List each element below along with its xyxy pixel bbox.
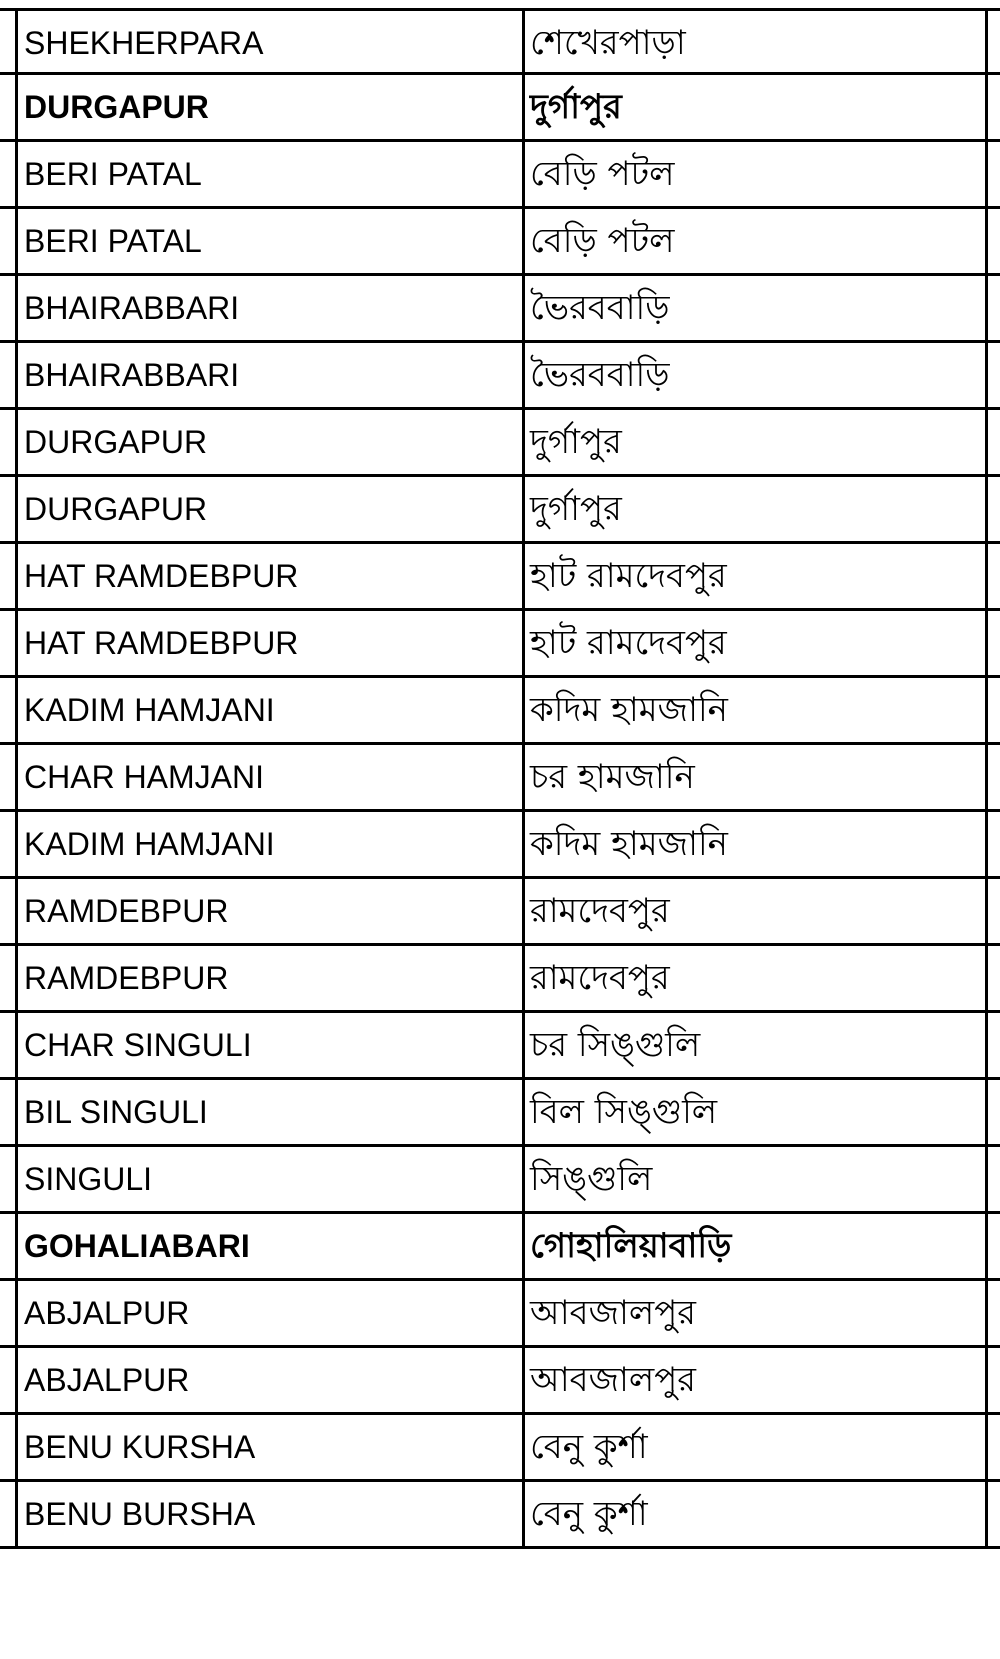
english-name-cell: DURGAPUR	[24, 491, 208, 527]
bengali-name-cell: বেনু কুর্শা	[530, 1427, 648, 1467]
english-name-cell: BENU BURSHA	[24, 1496, 256, 1532]
column-divider-right	[985, 343, 988, 407]
column-divider-left	[15, 1281, 18, 1345]
column-divider-right	[985, 1348, 988, 1412]
bengali-name-cell: চর হামজানি	[530, 757, 695, 797]
bengali-name-cell: রামদেবপুর	[530, 958, 670, 998]
column-divider-right	[985, 946, 988, 1010]
column-divider-right	[985, 879, 988, 943]
english-name-cell: DURGAPUR	[24, 424, 208, 460]
column-divider-right	[985, 611, 988, 675]
column-divider-left	[15, 1080, 18, 1144]
bengali-name-cell: বেড়ি পটল	[530, 221, 675, 261]
column-divider-middle	[522, 276, 525, 340]
english-name-cell: BHAIRABBARI	[24, 357, 240, 393]
column-divider-left	[15, 745, 18, 809]
english-name-cell: CHAR SINGULI	[24, 1027, 252, 1063]
bengali-name-cell: গোহালিয়াবাড়ি	[530, 1226, 732, 1266]
bengali-name-cell: সিঙ্গুলি	[530, 1159, 653, 1199]
table-row	[0, 209, 1000, 276]
bengali-name-cell: আবজালপুর	[530, 1360, 696, 1400]
column-divider-right	[985, 209, 988, 273]
english-name-cell: BHAIRABBARI	[24, 290, 240, 326]
column-divider-left	[15, 611, 18, 675]
table-row	[0, 1080, 1000, 1147]
bengali-name-cell: দুর্গাপুর	[530, 87, 622, 127]
english-name-cell: BERI PATAL	[24, 223, 202, 259]
table-row	[0, 142, 1000, 209]
table-row	[0, 1147, 1000, 1214]
column-divider-left	[15, 209, 18, 273]
column-divider-middle	[522, 1348, 525, 1412]
column-divider-left	[15, 142, 18, 206]
column-divider-middle	[522, 11, 525, 72]
table-row	[0, 544, 1000, 611]
bengali-name-cell: শেখেরপাড়া	[530, 23, 686, 63]
column-divider-right	[985, 1281, 988, 1345]
column-divider-middle	[522, 611, 525, 675]
bengali-name-cell: চর সিঙ্গুলি	[530, 1025, 701, 1065]
column-divider-middle	[522, 544, 525, 608]
bengali-name-cell: দুর্গাপুর	[530, 489, 622, 529]
column-divider-middle	[522, 343, 525, 407]
column-divider-right	[985, 1415, 988, 1479]
english-name-cell: KADIM HAMJANI	[24, 826, 275, 862]
english-name-cell: GOHALIABARI	[24, 1228, 250, 1264]
english-name-cell: BENU KURSHA	[24, 1429, 256, 1465]
column-divider-middle	[522, 1281, 525, 1345]
column-divider-middle	[522, 75, 525, 139]
column-divider-middle	[522, 1013, 525, 1077]
column-divider-right	[985, 678, 988, 742]
column-divider-right	[985, 11, 988, 72]
bengali-name-cell: ভৈরববাড়ি	[530, 355, 670, 395]
table-row	[0, 343, 1000, 410]
column-divider-middle	[522, 946, 525, 1010]
table-row	[0, 1415, 1000, 1482]
column-divider-middle	[522, 745, 525, 809]
bengali-name-cell: রামদেবপুর	[530, 891, 670, 931]
column-divider-right	[985, 812, 988, 876]
column-divider-right	[985, 477, 988, 541]
table-row	[0, 477, 1000, 544]
english-name-cell: CHAR HAMJANI	[24, 759, 265, 795]
column-divider-right	[985, 1214, 988, 1278]
english-name-cell: RAMDEBPUR	[24, 893, 229, 929]
english-name-cell: ABJALPUR	[24, 1295, 190, 1331]
column-divider-middle	[522, 812, 525, 876]
column-divider-left	[15, 343, 18, 407]
column-divider-middle	[522, 1214, 525, 1278]
column-divider-left	[15, 1214, 18, 1278]
column-divider-middle	[522, 410, 525, 474]
table-row	[0, 812, 1000, 879]
column-divider-left	[15, 477, 18, 541]
column-divider-middle	[522, 1415, 525, 1479]
column-divider-middle	[522, 477, 525, 541]
column-divider-middle	[522, 142, 525, 206]
column-divider-left	[15, 1348, 18, 1412]
english-name-cell: RAMDEBPUR	[24, 960, 229, 996]
table-row	[0, 1281, 1000, 1348]
bengali-name-cell: আবজালপুর	[530, 1293, 696, 1333]
table-row	[0, 1348, 1000, 1415]
bengali-name-cell: বিল সিঙ্গুলি	[530, 1092, 718, 1132]
bengali-name-cell: হাট রামদেবপুর	[530, 556, 727, 596]
column-divider-left	[15, 879, 18, 943]
table-row	[0, 75, 1000, 142]
column-divider-right	[985, 1147, 988, 1211]
column-divider-middle	[522, 1147, 525, 1211]
english-name-cell: BIL SINGULI	[24, 1094, 208, 1130]
column-divider-left	[15, 544, 18, 608]
english-name-cell: SHEKHERPARA	[24, 25, 264, 61]
bengali-name-cell: বেড়ি পটল	[530, 154, 675, 194]
place-name-table	[0, 8, 1000, 1549]
english-name-cell: ABJALPUR	[24, 1362, 190, 1398]
column-divider-left	[15, 75, 18, 139]
bengali-name-cell: হাট রামদেবপুর	[530, 623, 727, 663]
column-divider-left	[15, 1147, 18, 1211]
column-divider-left	[15, 946, 18, 1010]
column-divider-left	[15, 1013, 18, 1077]
column-divider-middle	[522, 678, 525, 742]
column-divider-middle	[522, 879, 525, 943]
column-divider-right	[985, 544, 988, 608]
table-row	[0, 1013, 1000, 1080]
bengali-name-cell: বেনু কুর্শা	[530, 1494, 648, 1534]
column-divider-left	[15, 410, 18, 474]
bengali-name-cell: দুর্গাপুর	[530, 422, 622, 462]
column-divider-left	[15, 1482, 18, 1546]
column-divider-left	[15, 1415, 18, 1479]
table-row	[0, 1482, 1000, 1549]
column-divider-left	[15, 678, 18, 742]
table-row	[0, 611, 1000, 678]
table-row	[0, 8, 1000, 75]
english-name-cell: HAT RAMDEBPUR	[24, 625, 299, 661]
column-divider-right	[985, 1013, 988, 1077]
column-divider-right	[985, 1080, 988, 1144]
column-divider-middle	[522, 1482, 525, 1546]
column-divider-right	[985, 75, 988, 139]
column-divider-middle	[522, 209, 525, 273]
table-row	[0, 1214, 1000, 1281]
bengali-name-cell: কদিম হামজানি	[530, 824, 728, 864]
bengali-name-cell: কদিম হামজানি	[530, 690, 728, 730]
table-row	[0, 678, 1000, 745]
english-name-cell: DURGAPUR	[24, 89, 209, 125]
column-divider-left	[15, 276, 18, 340]
column-divider-right	[985, 276, 988, 340]
column-divider-middle	[522, 1080, 525, 1144]
bengali-name-cell: ভৈরববাড়ি	[530, 288, 670, 328]
table-row	[0, 879, 1000, 946]
column-divider-right	[985, 745, 988, 809]
column-divider-right	[985, 1482, 988, 1546]
table-row	[0, 946, 1000, 1013]
table-row	[0, 745, 1000, 812]
english-name-cell: HAT RAMDEBPUR	[24, 558, 299, 594]
english-name-cell: BERI PATAL	[24, 156, 202, 192]
column-divider-right	[985, 142, 988, 206]
table-row	[0, 276, 1000, 343]
column-divider-left	[15, 812, 18, 876]
english-name-cell: SINGULI	[24, 1161, 153, 1197]
column-divider-right	[985, 410, 988, 474]
column-divider-left	[15, 11, 18, 72]
table-row	[0, 410, 1000, 477]
english-name-cell: KADIM HAMJANI	[24, 692, 275, 728]
